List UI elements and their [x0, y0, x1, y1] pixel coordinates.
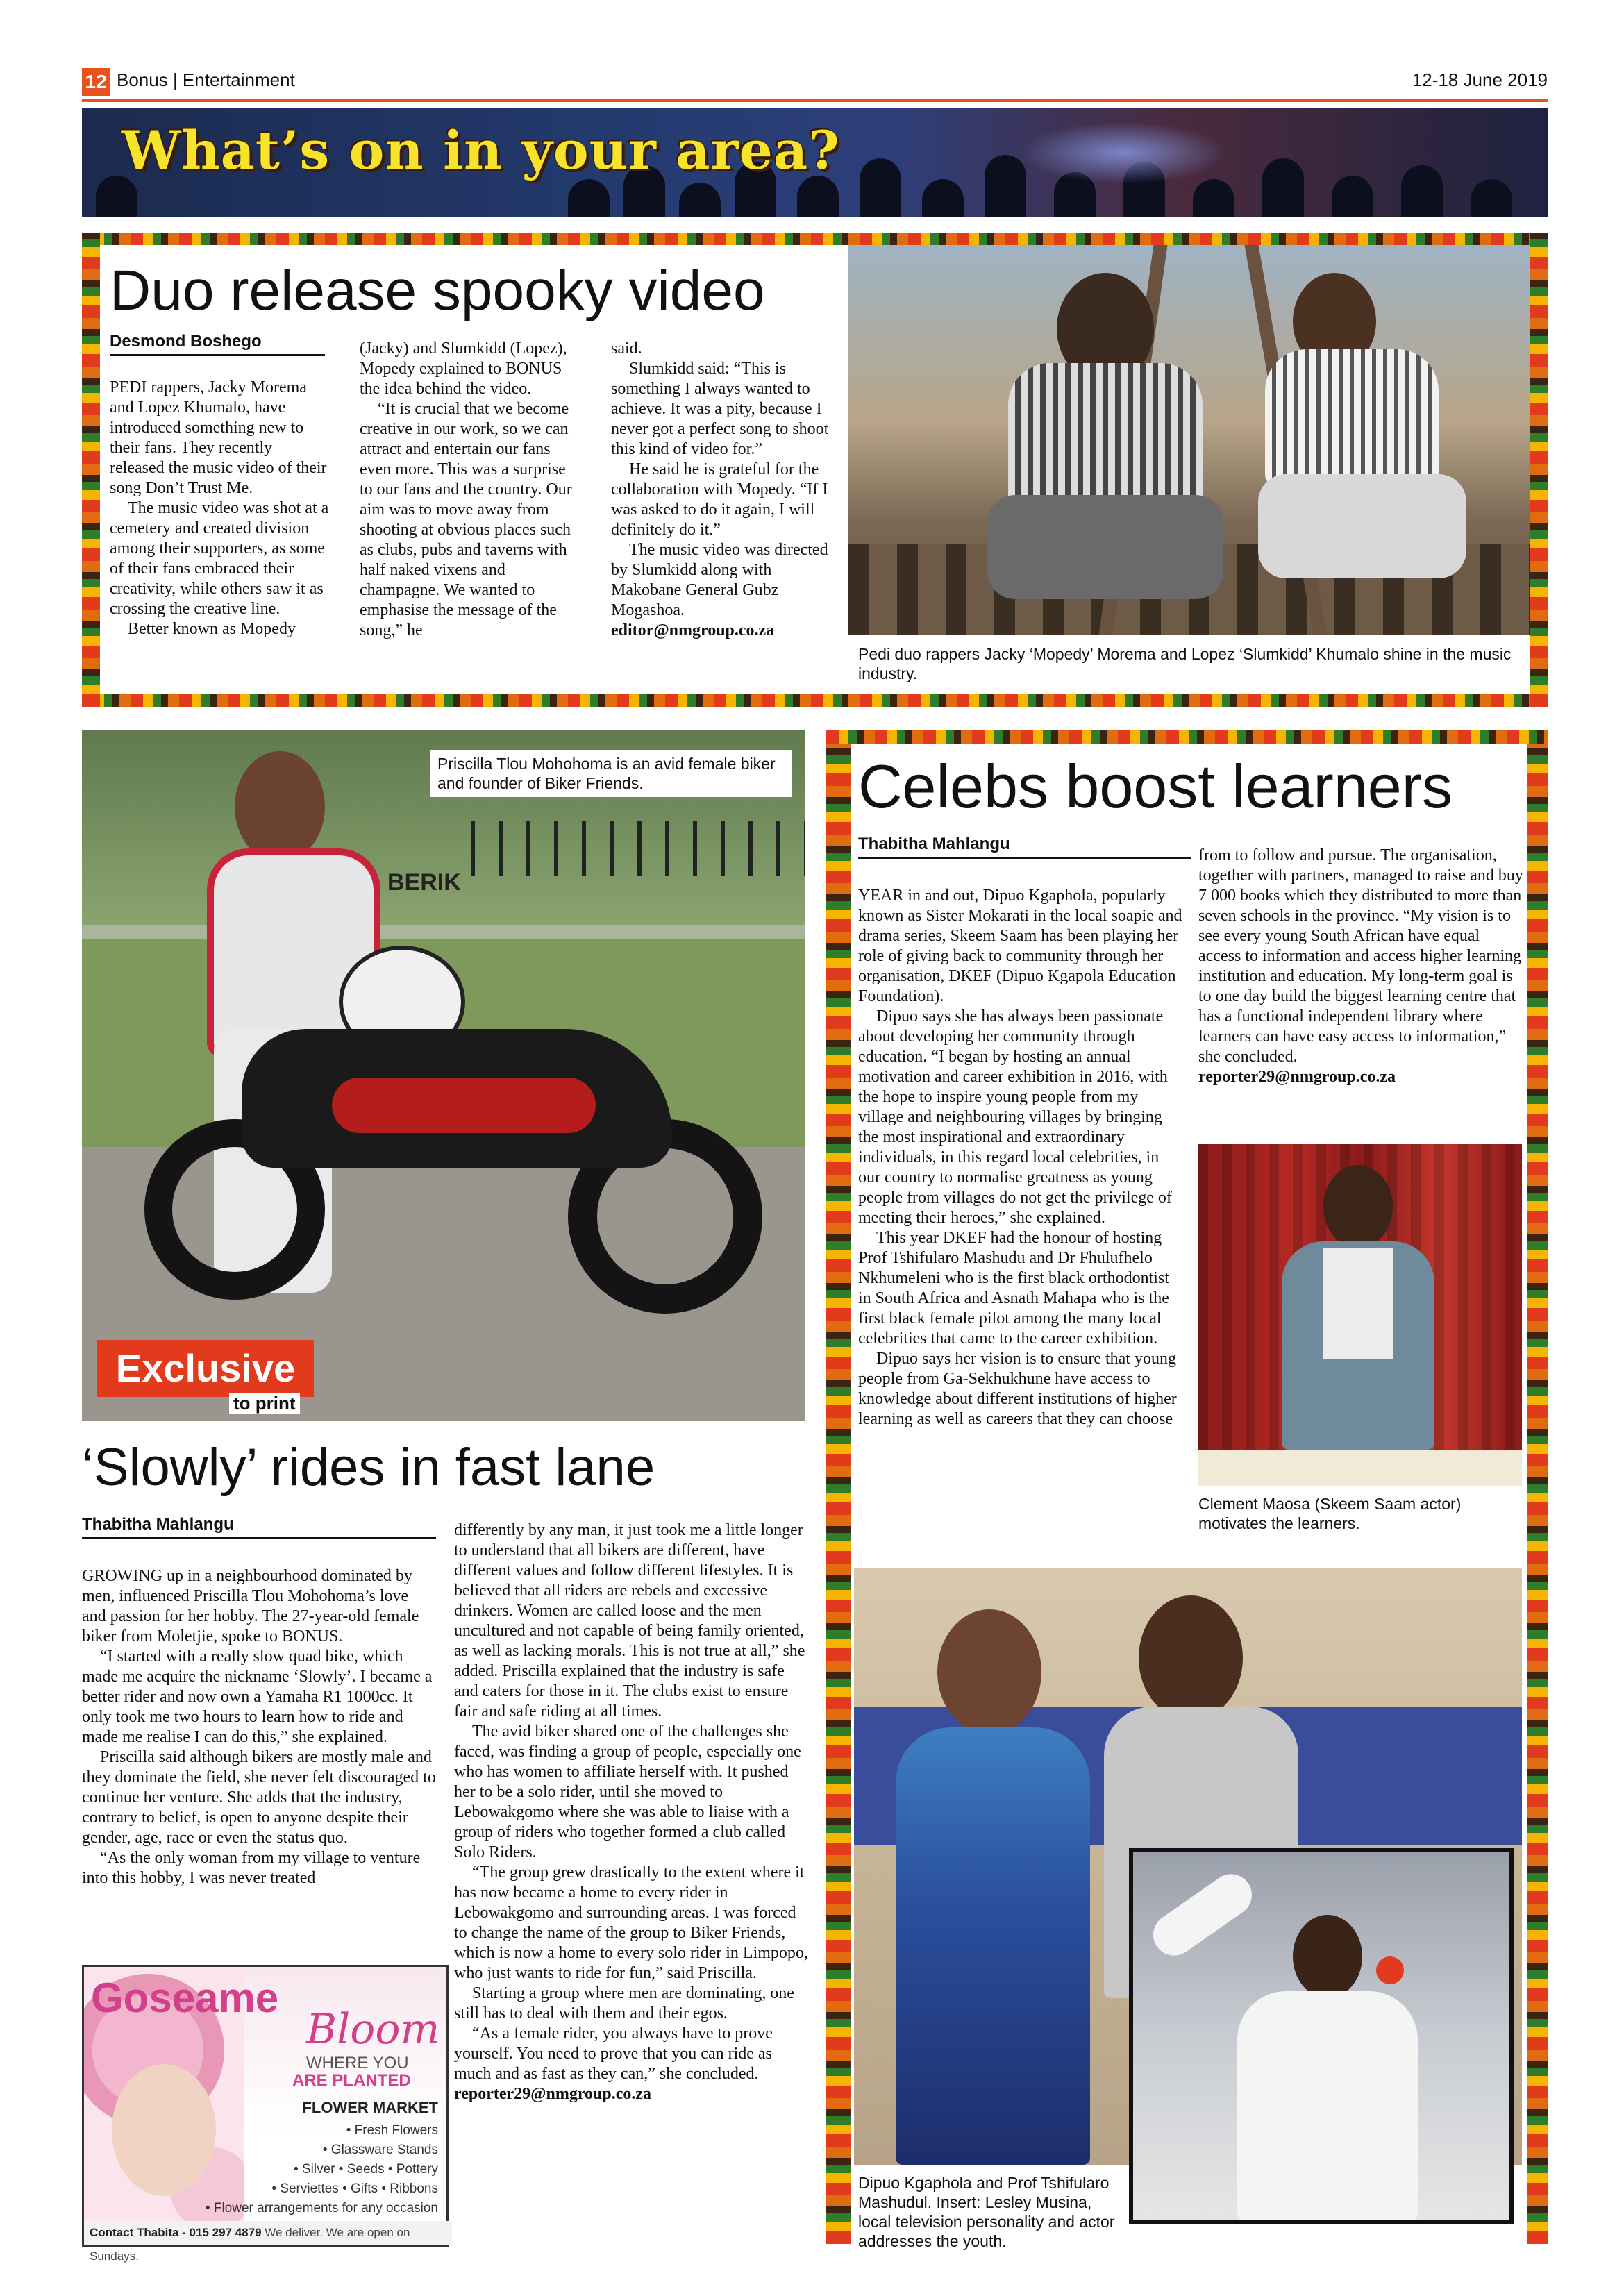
goseame-ad[interactable]: [82, 1965, 449, 2263]
banner-title: What’s on in your area?: [122, 119, 840, 181]
clement-photo: [1198, 1144, 1522, 1486]
biker-photo: [82, 730, 805, 1421]
paragraph: Starting a group where men are dominating, one still has to deal with them and their egos.: [454, 1984, 794, 2022]
lesley-insert-photo: [1129, 1848, 1514, 2224]
story3-frame-right: [1527, 730, 1548, 2244]
ad-item: • Flower arrangements for any occasion: [205, 2201, 438, 2215]
page-number: 12: [82, 68, 110, 96]
ad-market-title: FLOWER MARKET: [302, 2099, 438, 2116]
header-rule: [82, 99, 1548, 102]
paragraph: Slumkidd said: “This is something I always wanted to achieve. It was a pity, because I never got a perfect song to shoot this kind of video for.”: [611, 360, 829, 458]
paragraph: The music video was directed by Slumkidd along with Makobane General Gubz Mogashoa.: [611, 541, 828, 619]
story3-headline: Celebs boost learners: [858, 752, 1453, 821]
exclusive-badge-label: Exclusive: [101, 1344, 310, 1393]
story2-column-1: [82, 1566, 436, 1888]
ad-brand: Goseame: [91, 1975, 279, 2021]
story3-column-2: [1198, 846, 1525, 1087]
paragraph: YEAR in and out, Dipuo Kgaphola, popularly known as Sister Mokarati in the local soapie and drama series, Skeem Saam has been playing her role of giving back to community through her organisation, DKEF (Dipuo Kgapola Education Foundation).: [858, 887, 1182, 1005]
ad-item: • Fresh Flowers: [346, 2123, 438, 2138]
ad-tagline-bloom: Bloom: [306, 2005, 440, 2054]
story1-byline-rule: [110, 354, 325, 356]
story1-byline: Desmond Boshego: [110, 332, 262, 351]
story3-frame-left: [826, 730, 851, 2244]
paragraph: Dipuo says her vision is to ensure that young people from Ga-Sekhukhune have access to knowledge about different institutions of higher learning as well as careers that they can choose: [858, 1350, 1177, 1428]
ad-item-list: [206, 2121, 438, 2218]
story1-column-1: [110, 378, 329, 639]
ad-tagline-planted: ARE PLANTED: [292, 2071, 411, 2090]
story1-headline: Duo release spooky video: [110, 259, 765, 322]
story1-frame-top: [82, 233, 1548, 245]
story2-email: reporter29@nmgroup.co.za: [454, 2085, 652, 2103]
story1-frame-bottom: [82, 694, 1548, 707]
story3-email: reporter29@nmgroup.co.za: [1198, 1068, 1396, 1086]
paragraph: This year DKEF had the honour of hosting Prof Tshifularo Mashudu and Dr Fhulufhelo Nkhumeleni who is the first black orthodontist in South Africa and Asnath Mahapa who is the first black female pilot among the many local celebrities that came to the career exhibition.: [858, 1229, 1169, 1348]
story1-frame-right: [1530, 233, 1548, 707]
paragraph: The avid biker shared one of the challenges she faced, was finding a group of people, especially one who has women to affiliate herself with. It pushed her to be a solo rider, until she moved to Lebowakgomo where she was able to liaise with a group of riders who together formed a club called Solo Riders.: [454, 1723, 801, 1861]
paragraph: The music video was shot at a cemetery and created division among their supporters, as some of their fans embraced their creativity, while others saw it as crossing the creative line.: [110, 499, 329, 618]
ad-item: • Silver • Seeds • Pottery: [294, 2162, 438, 2177]
story3-column-1: [858, 886, 1184, 1430]
paragraph: “As a female rider, you always have to prove yourself. You need to prove that you can ride as much and as fast as they can,” she concluded.: [454, 2025, 773, 2083]
section-label: Bonus | Entertainment: [117, 69, 295, 90]
dipuo-prof-photo-caption: Dipuo Kgaphola and Prof Tshifularo Mashudul. Insert: Lesley Musina, local television personality and actor addresses the youth.: [858, 2174, 1115, 2250]
bike-brand-text: BERIK: [387, 869, 461, 896]
story3-byline-rule: [858, 857, 1191, 859]
story3-frame-top: [826, 730, 1548, 744]
paragraph: Dipuo says she has always been passionate about developing her community through education. “I began by hosting an annual motivation and career exhibition in 2016, with the hope to inspire young people from my village and neighbouring villages by bringing the most inspirational and extraordinary individuals, in this regard local celebrities, in our country to normalise greatness as young people from villages do not get the privilege of meeting their heroes,” she explained.: [858, 1007, 1172, 1227]
paragraph: “As the only woman from my village to venture into this hobby, I was never treated: [82, 1849, 421, 1887]
story1-column-2: [360, 339, 579, 641]
issue-date: 12-18 June 2019: [1412, 69, 1548, 90]
story3-byline: Thabitha Mahlangu: [858, 835, 1010, 853]
story2-byline: Thabitha Mahlangu: [82, 1515, 234, 1534]
ad-item: • Serviettes • Gifts • Ribbons: [271, 2181, 438, 2196]
paragraph: Priscilla said although bikers are mostly male and they dominate the field, she never felt discouraged to continue her venture. She adds that the industry, contrary to belief, is open to anyone despite their gender, age, race or even the status quo.: [82, 1748, 436, 1847]
clement-photo-caption: Clement Maosa (Skeem Saam actor) motivates the learners.: [1198, 1495, 1462, 1532]
exclusive-badge: [97, 1340, 314, 1397]
paragraph: Better known as Mopedy: [128, 620, 296, 638]
paragraph: (Jacky) and Slumkidd (Lopez), Mopedy explained to BONUS the idea behind the video.: [360, 340, 567, 398]
paragraph: GROWING up in a neighbourhood dominated by men, influenced Priscilla Tlou Mohohoma’s love and passion for her hobby. The 27-year-old female biker from Moletjie, spoke to BONUS.: [82, 1567, 419, 1645]
biker-photo-caption: Priscilla Tlou Mohohoma is an avid female biker and founder of Biker Friends.: [437, 755, 776, 792]
story2-headline: ‘Slowly’ rides in fast lane: [82, 1438, 655, 1497]
paragraph: PEDI rappers, Jacky Morema and Lopez Khumalo, have introduced something new to their fans. They recently released the music video of their song Don’t Trust Me.: [110, 378, 327, 497]
paragraph: He said he is grateful for the collaboration with Mopedy. “If I was asked to do it again, I will definitely do it.”: [611, 460, 828, 539]
paragraph: “The group grew drastically to the extent where it has now became a home to every rider in Lebowakgomo and surrounding areas. I was forced to change the name of the group to Biker Friends, which is now a home to every solo rider in Limpopo, who just wants to ride for fun,” said Priscilla.: [454, 1863, 808, 1982]
paragraph: “It is crucial that we become creative in our work, so we can attract and entertain our fans even more. This was a surprise to our fans and the country. Our aim was to move away from shooting at obvious places such as clubs, pubs and taverns with half naked vixens and champagne. We wanted to emphasise the message of the song,” he: [360, 400, 572, 639]
story2-byline-rule: [82, 1537, 436, 1539]
story1-email: editor@nmgroup.co.za: [611, 621, 775, 639]
paragraph: from to follow and pursue. The organisation, together with partners, managed to raise and buy 7 000 books which they distributed to more than seven schools in the province. “My vision is to see every young South African have equal access to information and access higher learning institution and education. My long-term goal is to one day build the biggest learning centre that has a functional independent library where learners can have easy access to information,” she concluded.: [1198, 846, 1523, 1066]
story1-column-3: [611, 339, 832, 641]
ad-item: • Glassware Stands: [322, 2143, 438, 2157]
duo-photo: [848, 245, 1530, 635]
ad-tagline-where: WHERE YOU: [306, 2054, 409, 2072]
biker-caption-box: [430, 750, 792, 797]
story1-frame-left: [82, 233, 100, 707]
duo-photo-caption: Pedi duo rappers Jacky ‘Mopedy’ Morema and Lopez ‘Slumkidd’ Khumalo shine in the music industry.: [858, 645, 1512, 682]
paragraph: differently by any man, it just took me a little longer to understand that all bikers are different, have different values and follow different lifestyles. It is believed that all riders are rebels and excessive drinkers. Women are called loose and the men uncultured and not capable of being family oriented, as well as lacking morals. This is not true at all,” she added. Priscilla explained that the industry is safe and caters for those in it. The clubs exist to ensure fair and safe riding at all times.: [454, 1521, 805, 1720]
story2-column-2: [454, 1520, 808, 2104]
paragraph: “I started with a really slow quad bike, which made me acquire the nickname ‘Slowly’. I became a better rider and now own a Yamaha R1 1000cc. It only took me two hours to learn how to ride and made me realise I can do this,” she explained.: [82, 1648, 433, 1746]
ad-contact: Contact Thabita - 015 297 4879: [90, 2226, 262, 2239]
ad-contact-note: We deliver. We are open on Sundays.: [90, 2226, 410, 2263]
exclusive-badge-sub: to print: [229, 1393, 300, 1414]
paragraph: said.: [611, 340, 642, 358]
